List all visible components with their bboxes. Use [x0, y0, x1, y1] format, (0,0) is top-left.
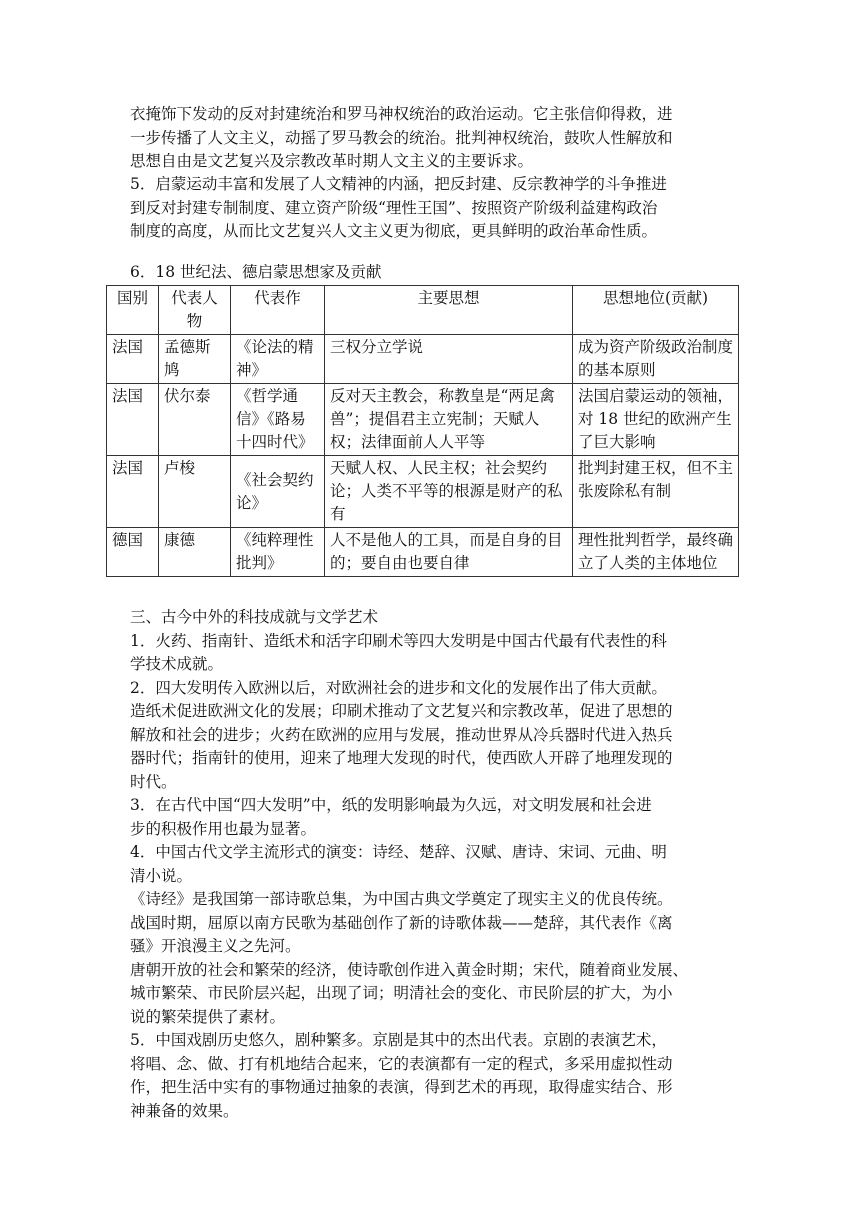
table-row [107, 456, 739, 528]
text-line: 《诗经》是我国第一部诗歌总集，为中国古典文学奠定了现实主义的优良传统。 [130, 890, 673, 908]
header-work: 代表作 [231, 286, 325, 335]
table-cell: 法国启蒙运动的领袖，对 18 世纪的欧洲产生了巨大影响 [573, 384, 739, 456]
text-line: 器时代；指南针的使用，迎来了地理大发现的时代，使西欧人开辟了地理发现的 [130, 749, 673, 767]
header-status: 思想地位(贡献) [573, 286, 739, 335]
text-line: 5．中国戏剧历史悠久，剧种繁多。京剧是其中的杰出代表。京剧的表演艺术， [130, 1031, 667, 1049]
table-cell: 成为资产阶级政治制度的基本原则 [573, 335, 739, 384]
header-thought: 主要思想 [325, 286, 573, 335]
table-cell: 反对天主教会，称教皇是“两足禽兽”；提倡君主立宪制；天赋人权；法律面前人人平等 [325, 384, 573, 456]
text-line: 1．火药、指南针、造纸术和活字印刷术等四大发明是中国古代最有代表性的科 [130, 631, 667, 650]
text-line: 唐朝开放的社会和繁荣的经济，使诗歌创作进入黄金时期；宋代，随着商业发展、 [130, 960, 689, 979]
text-line: 时代。 [130, 772, 177, 791]
table-cell: 《哲学通信》《路易十四时代》 [231, 384, 325, 456]
table-header-row [107, 286, 739, 335]
table-cell: 孟德斯鸠 [159, 335, 231, 384]
header-person: 代表人物 [159, 286, 231, 335]
table-cell: 《论法的精神》 [231, 335, 325, 384]
table-cell: 卢梭 [159, 456, 231, 528]
text-line: 4．中国古代文学主流形式的演变：诗经、楚辞、汉赋、唐诗、宋词、元曲、明 [130, 843, 667, 861]
text-line: 解放和社会的进步；火药在欧洲的应用与发展，推动世界从冷兵器时代进入热兵 [130, 725, 673, 744]
enlightenment-table [106, 285, 738, 577]
table-cell: 《社会契约论》 [231, 456, 325, 528]
section-3 [130, 606, 730, 1123]
table-row [107, 384, 739, 456]
text-line: 作，把生活中实有的事物通过抽象的表演，得到艺术的再现，取得虚实结合、形 [130, 1078, 673, 1096]
table-cell: 理性批判哲学，最终确立了人类的主体地位 [573, 528, 739, 577]
text-line: 衣掩饰下发动的反对封建统治和罗马神权统治的政治运动。它主张信仰得救，进 [130, 105, 673, 123]
intro-paragraph [130, 103, 730, 174]
text-line: 说的繁荣提供了素材。 [130, 1007, 286, 1026]
text-line: 制度的高度，从而比文艺复兴人文主义更为彻底，更具鲜明的政治革命性质。 [130, 222, 658, 240]
table-cell: 法国 [107, 456, 159, 528]
table-row [107, 335, 739, 384]
text-line: 城市繁荣、市民阶层兴起，出现了词；明清社会的变化、市民阶层的扩大，为小 [130, 984, 673, 1002]
text-line: 思想自由是文艺复兴及宗教改革时期人文主义的主要诉求。 [130, 152, 534, 170]
text-line: 神兼备的效果。 [130, 1101, 239, 1120]
table-cell: 法国 [107, 335, 159, 384]
point-5-paragraph [130, 173, 730, 244]
section-heading: 三、古今中外的科技成就与文学艺术 [130, 608, 379, 626]
text-line: 步的积极作用也最为显著。 [130, 819, 317, 838]
table-cell: 批判封建王权，但不主张废除私有制 [573, 456, 739, 528]
text-line: 到反对封建专制制度、建立资产阶级“理性王国”、按照资产阶级利益建构政治 [130, 198, 658, 217]
text-line: 5．启蒙运动丰富和发展了人文精神的内涵，把反封建、反宗教神学的斗争推进 [130, 175, 667, 193]
table-cell: 天赋人权、人民主权；社会契约论；人类不平等的根源是财产的私有 [325, 456, 573, 528]
text-line: 3．在古代中国“四大发明”中，纸的发明影响最为久远，对文明发展和社会进 [130, 796, 652, 814]
table-cell: 《纯粹理性批判》 [231, 528, 325, 577]
text-line: 清小说。 [130, 866, 193, 885]
table-cell: 德国 [107, 528, 159, 577]
text-line: 战国时期，屈原以南方民歌为基础创作了新的诗歌体裁——楚辞，其代表作《离 [130, 913, 673, 932]
table-cell: 伏尔泰 [159, 384, 231, 456]
text-line: 将唱、念、做、打有机地结合起来，它的表演都有一定的程式，多采用虚拟性动 [130, 1054, 673, 1073]
table-cell: 人不是他人的工具，而是自身的目的；要自由也要自律 [325, 528, 573, 577]
table-row [107, 528, 739, 577]
text-line: 学技术成就。 [130, 655, 224, 673]
table-cell: 康德 [159, 528, 231, 577]
text-line: 造纸术促进欧洲文化的发展；印刷术推动了文艺复兴和宗教改革，促进了思想的 [130, 702, 673, 720]
text-line: 骚》开浪漫主义之先河。 [130, 937, 301, 955]
text-line: 2．四大发明传入欧洲以后，对欧洲社会的进步和文化的发展作出了伟大贡献。 [130, 678, 667, 697]
table-cell: 三权分立学说 [325, 335, 573, 384]
table-title: 6．18 世纪法、德启蒙思想家及贡献 [130, 263, 382, 281]
text-line: 一步传播了人文主义，动摇了罗马教会的统治。批判神权统治，鼓吹人性解放和 [130, 128, 673, 147]
header-country: 国别 [107, 286, 159, 335]
table-cell: 法国 [107, 384, 159, 456]
